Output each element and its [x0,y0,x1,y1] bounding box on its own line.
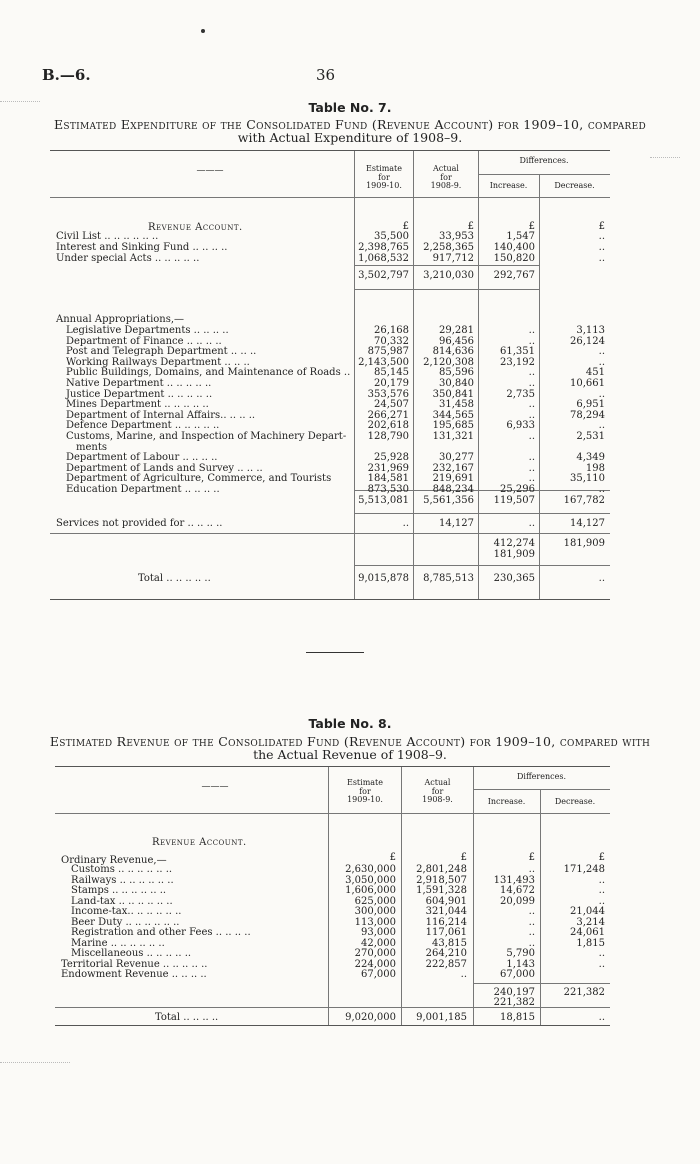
table7-desc-line1: Estimated Expenditure of the Consolidated Fund (Revenue Account) for 1909–10, compared [53,117,646,132]
cell-inc: .. [528,937,535,949]
table7-header-increase: Increase. [489,181,528,190]
ink-dot [201,29,205,33]
table8-section-title: Revenue Account. [152,837,247,848]
row-label: Department of Agriculture, Commerce, and Tourists [66,473,332,485]
row-label: Post and Telegraph Department .. .. .. [66,346,257,358]
cell-est: 9,020,000 [345,1012,396,1023]
row-label: Under special Acts .. .. .. .. .. [56,253,200,264]
cell-act: 232,167 [432,462,474,474]
scan-mark [0,1062,70,1063]
row-label: Justice Department .. .. .. .. .. [66,388,213,400]
cell-dec: .. [598,895,605,907]
table8-header-differences: Differences. [517,772,566,781]
cell-act: 131,321 [432,431,474,442]
cell-dec: 10,661 [570,378,605,389]
cell-est: 113,000 [354,916,396,928]
cell-inc: 412,274 [493,538,535,549]
cell-inc: 221,382 [493,997,535,1008]
currency-symbol: £ [389,852,396,863]
row-label: Total .. .. .. .. .. [138,573,211,584]
cell-dec: .. [598,356,605,368]
cell-inc: .. [528,864,535,875]
cell-inc: .. [528,518,535,529]
row-label: Civil List .. .. .. .. .. .. [56,231,159,242]
table7-header-decrease: Decrease. [554,181,595,190]
services-row [50,519,610,530]
cell-inc: 131,493 [493,874,535,886]
cell-inc: 181,909 [493,549,535,560]
table8-rows [55,767,610,1025]
cell-dec: 78,294 [570,409,605,421]
cell-dec: 171,248 [563,864,605,875]
row-label: Customs .. .. .. .. .. .. [71,864,173,875]
cell-est: 24,507 [374,399,409,411]
cell-act: 3,210,030 [423,270,474,281]
cell-dec: 3,113 [576,325,605,336]
table-row [55,970,610,981]
cell-act: 2,258,365 [423,242,474,253]
cell-act: 85,596 [439,367,474,379]
cell-act: 30,277 [439,452,474,464]
currency-symbol: £ [598,221,605,232]
cell-est: 353,576 [367,388,409,400]
cell-act: 321,044 [425,906,467,917]
cell-act: .. [460,969,467,980]
cell-act: 116,214 [425,916,467,928]
cell-inc: .. [528,399,535,411]
cell-dec: 181,909 [563,538,605,549]
row-label: Education Department .. .. .. .. [66,484,220,495]
cell-act: 96,456 [439,335,474,347]
cell-act: 848,234 [432,484,474,495]
cell-dec: 167,782 [563,495,605,506]
cell-est: 42,000 [361,937,396,949]
cell-inc: 1,143 [506,958,535,970]
cell-est: 5,513,081 [358,495,409,506]
cell-est: 873,530 [367,484,409,495]
series-code: B.—6. [42,66,91,84]
table8-header-actual: Actual for 1908-9. [422,778,453,804]
row-label: Public Buildings, Domains, and Maintenance of Roads .. [66,367,351,379]
separator-rule [306,652,364,653]
row-label: Registration and other Fees .. .. .. .. [71,927,251,938]
cell-est: 1,606,000 [345,885,396,896]
cell-dec: .. [598,484,605,495]
row-label: Customs, Marine, and Inspection of Machinery Depart- [66,431,347,442]
row-label: Total .. .. .. .. [155,1012,219,1023]
cell-inc: .. [528,927,535,938]
cell-dec: .. [598,253,605,264]
row-label: Railways .. .. .. .. .. .. [71,874,174,886]
table-row [50,254,610,265]
row-label: Legislative Departments .. .. .. .. [66,325,229,336]
currency-symbol: £ [528,852,535,863]
row-label: Department of Lands and Survey .. .. .. [66,462,263,474]
row-label: Native Department .. .. .. .. .. [66,378,212,389]
cell-est: 20,179 [374,378,409,389]
cell-inc: 61,351 [500,346,535,358]
cell-inc: 23,192 [500,356,535,368]
subtotal-row [50,496,610,507]
subtotal-row [50,271,610,282]
cell-act: 195,685 [432,420,474,432]
row-label: Defence Department .. .. .. .. .. [66,420,220,432]
table7-section-title: Revenue Account. [148,222,243,233]
row-label: Income-tax.. .. .. .. .. .. [71,906,182,917]
row-label: Territorial Revenue .. .. .. .. .. [61,958,208,970]
cell-inc: 150,820 [493,253,535,264]
currency-symbol: £ [402,221,409,232]
cell-dec: 14,127 [570,518,605,529]
cell-inc: .. [528,473,535,485]
cell-act: 9,001,185 [416,1012,467,1023]
cell-inc: 20,099 [500,895,535,907]
currency-symbol: £ [598,852,605,863]
cell-act: 264,210 [425,948,467,959]
cell-inc: .. [528,431,535,442]
cell-dec: 4,349 [576,452,605,464]
row-label: Department of Internal Affairs.. .. .. .. [66,409,256,421]
cell-dec: .. [598,231,605,242]
cell-act: 8,785,513 [423,573,474,584]
cell-inc: 5,790 [506,948,535,959]
cell-act: 29,281 [439,325,474,336]
cell-act: 1,591,328 [416,885,467,896]
cell-inc: 67,000 [500,969,535,980]
cell-inc: .. [528,409,535,421]
total-row [55,1013,610,1024]
cell-dec: 26,124 [570,335,605,347]
cell-dec: .. [598,573,605,584]
cell-act: 219,691 [432,473,474,485]
cell-dec: .. [598,420,605,432]
cell-act: 350,841 [432,388,474,400]
cell-act: 33,953 [439,231,474,242]
cell-act: 2,918,507 [416,874,467,886]
cell-dec: .. [598,885,605,896]
cell-inc: 14,672 [500,885,535,896]
cell-act: 222,857 [425,958,467,970]
cell-inc: 140,400 [493,242,535,253]
row-label: Interest and Sinking Fund .. .. .. .. [56,242,228,253]
row-label: Miscellaneous .. .. .. .. .. [71,948,192,959]
table7-caption: Table No. 7. [308,100,392,115]
cell-dec: 21,044 [570,906,605,917]
table7-desc-line2: with Actual Expenditure of 1908–9. [237,130,463,145]
cell-act: 14,127 [439,518,474,529]
cell-dec: .. [598,388,605,400]
cell-act: 2,120,308 [423,356,474,368]
cell-est: 202,618 [367,420,409,432]
table8-desc-line1: Estimated Revenue of the Consolidated Fund (Revenue Account) for 1909–10, compared with [49,734,651,749]
cell-inc: 6,933 [506,420,535,432]
cell-inc: 292,767 [493,270,535,281]
table8-description [40,735,660,761]
row-label: Services not provided for .. .. .. .. [56,518,223,529]
cell-est: 85,145 [374,367,409,379]
cell-inc: .. [528,378,535,389]
cell-est: 9,015,878 [358,573,409,584]
row-label: Marine .. .. .. .. .. .. [71,937,165,949]
cell-dec: 221,382 [563,987,605,998]
cell-est: 224,000 [354,958,396,970]
cell-dec: 1,815 [576,937,605,949]
cell-dec: .. [598,242,605,253]
cell-act: 604,901 [425,895,467,907]
cell-dec: .. [598,958,605,970]
cell-dec: 2,531 [576,431,605,442]
table7-header-estimate: Estimate for 1909-10. [365,164,403,190]
cell-dec: .. [598,948,605,959]
cell-inc: 1,547 [506,231,535,242]
table8-caption: Table No. 8. [308,716,392,731]
cell-est: 231,969 [367,462,409,474]
table-row [50,432,610,443]
cell-inc: 230,365 [493,573,535,584]
cell-inc: .. [528,906,535,917]
cell-est: 2,630,000 [345,864,396,875]
cell-est: 70,332 [374,335,409,347]
cell-inc: .. [528,916,535,928]
cell-est: 26,168 [374,325,409,336]
cell-est: 3,502,797 [358,270,409,281]
cell-est: 3,050,000 [345,874,396,886]
cell-dec: 24,061 [570,927,605,938]
cell-est: 25,928 [374,452,409,464]
cell-dec: .. [598,1012,605,1023]
table8-header-increase: Increase. [487,797,526,806]
cell-est: 35,500 [374,231,409,242]
cell-inc: 119,507 [493,495,535,506]
cell-est: 875,987 [367,346,409,358]
row-label: ments [76,441,107,453]
row-label: Land-tax .. .. .. .. .. .. [71,895,173,907]
annual-appropriations-title: Annual Appropriations,— [56,314,185,325]
cell-inc: 240,197 [493,987,535,998]
row-label: Stamps .. .. .. .. .. .. [71,885,167,896]
row-label: Endowment Revenue .. .. .. .. [61,969,207,980]
cell-dec: 6,951 [576,399,605,411]
table7-rows [50,151,610,599]
cell-act: 2,801,248 [416,864,467,875]
row-label: Working Railways Department .. .. .. [66,356,250,368]
cell-inc: .. [528,462,535,474]
cell-inc: 18,815 [500,1012,535,1023]
currency-symbol: £ [460,852,467,863]
cell-est: 625,000 [354,895,396,907]
row-label: Department of Labour .. .. .. .. [66,452,218,464]
cell-dec: 3,214 [576,916,605,928]
cell-dec: 35,110 [570,473,605,485]
cell-inc: .. [528,367,535,379]
table8-header-estimate: Estimate for 1909-10. [346,778,384,804]
scan-mark [650,157,680,158]
cell-act: 30,840 [439,378,474,389]
cell-inc: 2,735 [506,388,535,400]
cell-act: 31,458 [439,399,474,411]
row-label: Department of Finance .. .. .. .. [66,335,222,347]
table7-header-actual: Actual for 1908-9. [430,164,462,190]
page-number: 36 [316,66,336,84]
table8-header-decrease: Decrease. [554,797,596,806]
cell-act: 5,561,356 [423,495,474,506]
table7 [50,150,610,600]
cell-dec: .. [598,874,605,886]
cell-est: 67,000 [361,969,396,980]
cell-est: 1,068,532 [358,253,409,264]
cell-inc: .. [528,335,535,347]
cell-dec: .. [598,346,605,358]
cell-est: 300,000 [354,906,396,917]
row-label: Mines Department .. .. .. .. .. [66,399,209,411]
cell-inc: 25,296 [500,484,535,495]
cell-dec: 198 [585,462,605,474]
cell-est: 184,581 [367,473,409,485]
cell-est: 2,398,765 [358,242,409,253]
cell-est: 266,271 [367,409,409,421]
cell-dec: 451 [585,367,605,379]
cell-act: 814,636 [432,346,474,358]
cell-est: 2,143,500 [358,356,409,368]
cell-act: 917,712 [432,253,474,264]
cell-est: 128,790 [367,431,409,442]
currency-symbol: £ [528,221,535,232]
table8 [55,766,610,1026]
cell-inc: .. [528,325,535,336]
ordinary-revenue-title: Ordinary Revenue,— [61,855,167,866]
currency-symbol: £ [467,221,474,232]
table8-desc-line2: the Actual Revenue of 1908–9. [253,747,447,762]
cell-est: 93,000 [361,927,396,938]
cell-est: 270,000 [354,948,396,959]
scan-mark [0,101,40,102]
row-label: Beer Duty .. .. .. .. .. .. [71,916,180,928]
cell-est: .. [402,518,409,529]
table8-header-dash: ——— [201,782,229,792]
total-row [50,574,610,585]
table7-description [40,118,660,144]
cell-act: 344,565 [432,409,474,421]
cell-inc: .. [528,452,535,464]
cell-act: 43,815 [432,937,467,949]
cell-act: 117,061 [425,927,467,938]
table7-header-dash: ——— [196,166,224,176]
table7-header-differences: Differences. [519,156,569,165]
